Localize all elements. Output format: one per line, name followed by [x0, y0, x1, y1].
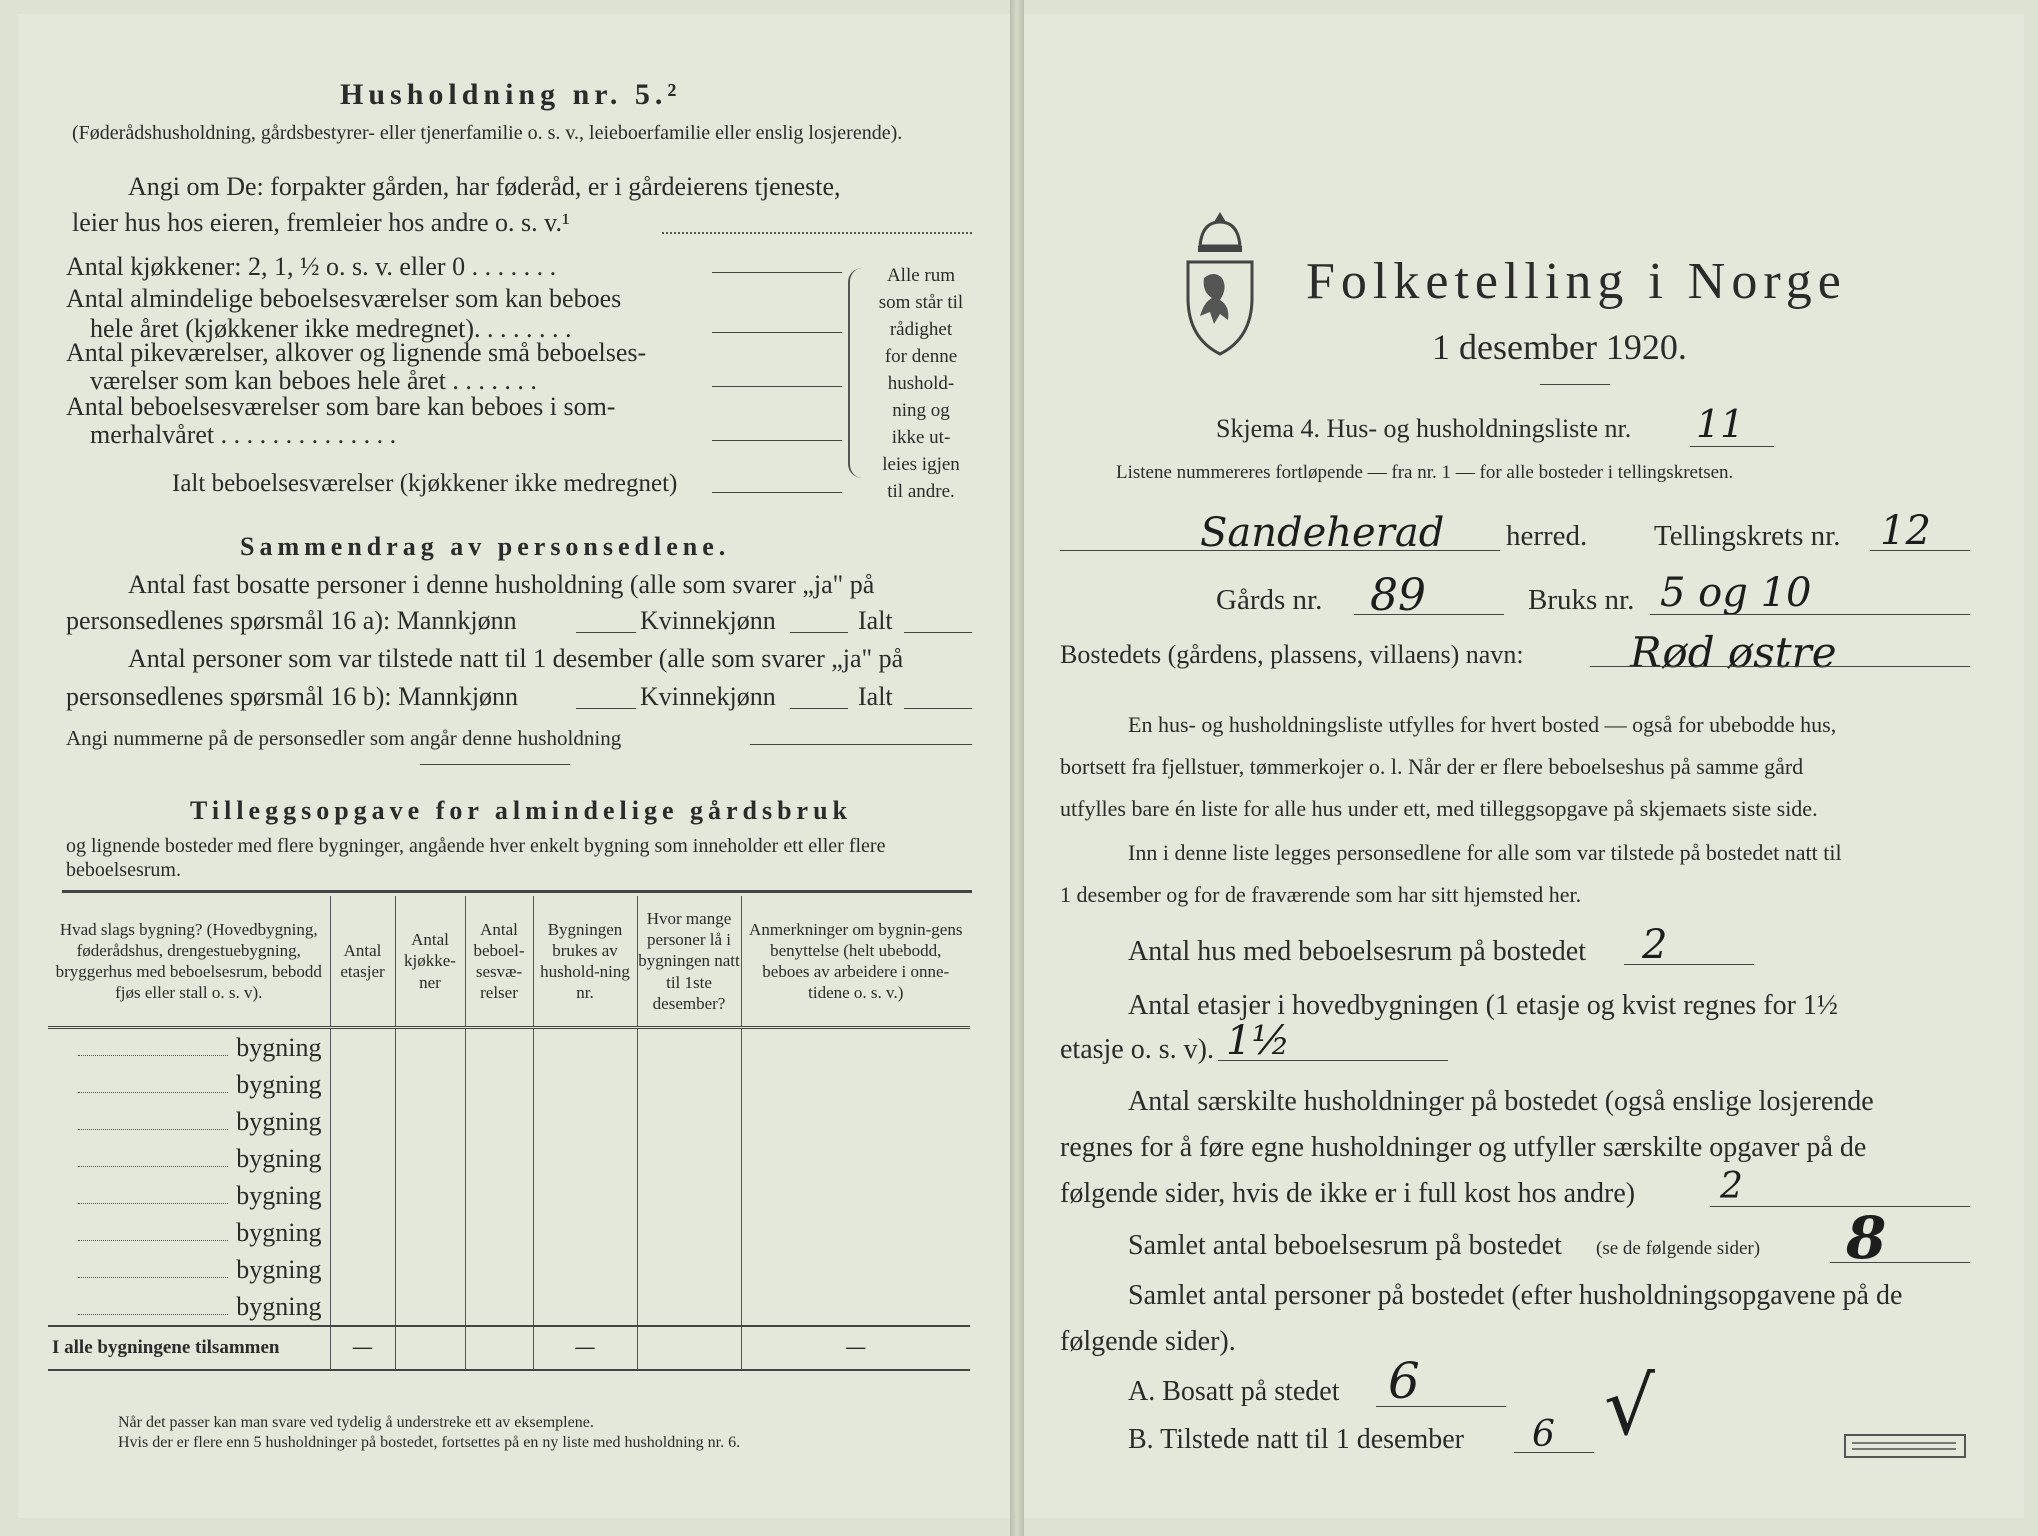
- hush-line2: regnes for å føre egne husholdninger og utfyller særskilte opgaver på de: [1060, 1132, 1867, 1163]
- building-cell: [533, 1103, 637, 1140]
- building-cell: [330, 1214, 395, 1251]
- krets-value: 12: [1880, 508, 1931, 554]
- building-row-label: [48, 1103, 330, 1140]
- building-cell: [395, 1028, 465, 1067]
- building-row: [48, 1177, 970, 1214]
- building-cell: [330, 1177, 395, 1214]
- alm-answer-line: [712, 332, 842, 333]
- brace-note-line: Alle rum: [886, 265, 956, 286]
- building-type-line: [78, 1314, 228, 1315]
- sammendrag-title: Sammendrag av personsedlene.: [240, 532, 731, 561]
- building-cell: [637, 1103, 741, 1140]
- building-cell: [741, 1140, 970, 1177]
- bosatt-line: [1376, 1406, 1506, 1407]
- building-cell: [330, 1140, 395, 1177]
- header-text: Hvor mange personer lå i bygningen natt til 1ste desember?: [638, 908, 740, 1013]
- building-row: [48, 1103, 970, 1140]
- hush-line3: følgende sider, hvis de ikke er i full kost hos andre): [1060, 1178, 1636, 1209]
- header-text: Antal beboel-sesvæ-relser: [473, 919, 525, 1003]
- etasjer-line1: Antal etasjer i hovedbygningen (1 etasje og kvist regnes for 1½: [1128, 990, 1838, 1021]
- herred-value: Sandeherad: [1200, 510, 1445, 556]
- header-text: Anmerkninger om bygnin-gens benyttelse (helt ubebodd, beboes av arbeidere i onne-tidene o. s. v.): [749, 919, 963, 1003]
- hush-value: 2: [1720, 1166, 1743, 1207]
- form-title: Folketelling i Norge: [1306, 253, 1847, 310]
- total-cell: [465, 1326, 533, 1370]
- building-row-label: [48, 1177, 330, 1214]
- building-type-line: [78, 1203, 228, 1204]
- para1-line3: utfylles bare én liste for alle hus under ett, med tilleggsopgave på skjemaets siste side.: [1060, 796, 1818, 821]
- tilstede-line: [1514, 1452, 1594, 1453]
- sommer-line-2: merhalvåret . . . . . . . . . . . . . .: [90, 420, 397, 449]
- brace-note-line: ikke ut-: [891, 427, 951, 448]
- samlet-pers-line2: følgende sider).: [1060, 1326, 1236, 1357]
- bygning-label: bygning: [236, 1143, 322, 1173]
- para1-line2: bortsett fra fjellstuer, tømmerkojer o. l. Når der er flere beboelseshus på samme gård: [1060, 754, 1804, 779]
- fast-ialt-line: [904, 632, 972, 633]
- etasjer-line2: etasje o. s. v).: [1060, 1034, 1214, 1065]
- col-header-kjokkener: [395, 896, 465, 1028]
- total-dash: —: [353, 1337, 372, 1358]
- total-cell: [330, 1326, 395, 1370]
- building-cell: [330, 1066, 395, 1103]
- samlet-rum-label: Samlet antal beboelsesrum på bostedet: [1128, 1230, 1562, 1261]
- samlet-rum-note: (se de følgende sider): [1596, 1238, 1761, 1259]
- building-cell: [465, 1066, 533, 1103]
- tillegg-note: og lignende bosteder med flere bygninger, angående hver enkelt bygning som inneholder ett eller flere beboelsesrum.: [66, 835, 886, 881]
- col-header-etasjer: [330, 896, 395, 1028]
- brace-note-line: som står til: [878, 292, 964, 313]
- building-type-line: [78, 1055, 228, 1056]
- para2-line1: Inn i denne liste legges personsedlene for alle som var tilstede på bostedet natt til: [1128, 840, 1842, 865]
- etasjer-line: [1218, 1060, 1448, 1061]
- building-cell: [533, 1140, 637, 1177]
- building-row-label: [48, 1066, 330, 1103]
- building-cell: [533, 1214, 637, 1251]
- ialt-answer-line: [712, 492, 842, 493]
- building-cell: [395, 1288, 465, 1326]
- building-table: [48, 896, 970, 1371]
- angi-line-1: Angi om De: forpakter gården, har føderåd, er i gårdeierens tjeneste,: [128, 172, 841, 201]
- printer-stamp-icon: [1844, 1434, 1966, 1458]
- building-row-label: [48, 1214, 330, 1251]
- building-cell: [395, 1066, 465, 1103]
- herred-line: [1060, 550, 1500, 551]
- building-cell: [465, 1214, 533, 1251]
- building-cell: [741, 1028, 970, 1067]
- building-cell: [330, 1103, 395, 1140]
- angi-answer-line: [662, 232, 972, 234]
- tilst-line-1: Antal personer som var tilstede natt til 1 desember (alle som svarer „ja" på: [128, 644, 904, 673]
- hus-value: 2: [1642, 922, 1668, 968]
- col-header-husholdning: [533, 896, 637, 1028]
- header-text: Hvad slags bygning? (Hovedbygning, føderådshus, drengestuebygning, bryggerhus med beboelsesrum, bebodd fjøs eller stall o. s. v).: [55, 919, 322, 1003]
- building-cell: [741, 1103, 970, 1140]
- nummer-answer-line: [750, 744, 972, 745]
- col-header-personer: [637, 896, 741, 1028]
- household-note: (Føderådshusholdning, gårdsbestyrer- eller tjenerfamilie o. s. v., leieboerfamilie eller enslig losjerende).: [72, 122, 903, 144]
- building-row-label: [48, 1251, 330, 1288]
- building-cell: [395, 1251, 465, 1288]
- alm-line-1: Antal almindelige beboelsesværelser som kan beboes: [66, 284, 622, 313]
- skjema-nr-line: [1690, 446, 1774, 447]
- bosatt-value: 6: [1388, 1352, 1420, 1410]
- header-text: Bygningen brukes av hushold-ning nr.: [540, 919, 630, 1003]
- brace-note-line: hushold-: [887, 373, 955, 394]
- col-header-anmerkninger: [741, 896, 970, 1028]
- building-cell: [395, 1214, 465, 1251]
- building-cell: [637, 1028, 741, 1067]
- samlet-rum-line: [1830, 1262, 1970, 1263]
- building-row: [48, 1251, 970, 1288]
- building-cell: [330, 1028, 395, 1067]
- col-header-bygning: [48, 896, 330, 1028]
- title-divider: [1540, 384, 1610, 385]
- hus-line: [1624, 964, 1754, 965]
- hush-line1: Antal særskilte husholdninger på bostedet (også enslige losjerende: [1128, 1086, 1874, 1117]
- krets-line: [1870, 550, 1970, 551]
- listene-note: Listene nummereres fortløpende — fra nr. 1 — for alle bosteder i tellingskretsen.: [1116, 462, 1734, 483]
- tillegg-title: Tilleggsopgave for almindelige gårdsbruk: [190, 796, 853, 825]
- tilst-ialt-line: [904, 708, 972, 709]
- building-type-line: [78, 1092, 228, 1093]
- building-cell: [637, 1140, 741, 1177]
- kjokken-answer-line: [712, 272, 842, 273]
- check-mark: √: [1604, 1360, 1655, 1453]
- pike-line-1: Antal pikeværelser, alkover og lignende små beboelses-: [66, 338, 647, 367]
- building-row: [48, 1214, 970, 1251]
- building-cell: [741, 1251, 970, 1288]
- total-label: [48, 1326, 330, 1370]
- building-cell: [465, 1288, 533, 1326]
- building-row: [48, 1066, 970, 1103]
- etasjer-value: 1½: [1226, 1018, 1291, 1064]
- household-title: Husholdning nr. 5.²: [340, 78, 682, 111]
- herred-label: herred.: [1506, 520, 1588, 552]
- bygning-label: bygning: [236, 1217, 322, 1247]
- page-gutter: [1010, 0, 1024, 1536]
- total-cell: [533, 1326, 637, 1370]
- building-row: [48, 1140, 970, 1177]
- total-label-text: I alle bygningene tilsammen: [52, 1337, 280, 1358]
- brace-note-line: for denne: [884, 346, 958, 367]
- building-type-line: [78, 1129, 228, 1130]
- building-cell: [330, 1251, 395, 1288]
- total-cell: [741, 1326, 970, 1370]
- footnote-2: Hvis der er flere enn 5 husholdninger på bostedet, fortsettes på en ny liste med husholdning nr. 6.: [118, 1434, 741, 1451]
- bruks-value: 5 og 10: [1660, 570, 1812, 616]
- building-cell: [741, 1177, 970, 1214]
- skjema-line: Skjema 4. Hus- og husholdningsliste nr.: [1216, 414, 1632, 443]
- brace-note: [866, 262, 976, 505]
- building-cell: [395, 1103, 465, 1140]
- gards-value: 89: [1370, 570, 1426, 621]
- bygning-label: bygning: [236, 1254, 322, 1284]
- alm-line-2: hele året (kjøkkener ikke medregnet). . . . . . . .: [90, 314, 572, 343]
- building-type-line: [78, 1240, 228, 1241]
- bygning-label: bygning: [236, 1069, 322, 1099]
- samlet-rum-value: 8: [1846, 1204, 1887, 1272]
- brace-note-line: rådighet: [889, 319, 953, 340]
- bruks-line: [1650, 614, 1970, 615]
- norway-coat-of-arms-icon: [1180, 208, 1260, 358]
- building-cell: [533, 1028, 637, 1067]
- building-cell: [395, 1140, 465, 1177]
- building-cell: [465, 1251, 533, 1288]
- tilst-line-2b: Kvinnekjønn: [640, 682, 776, 711]
- bygning-label: bygning: [236, 1180, 322, 1210]
- building-cell: [637, 1177, 741, 1214]
- gards-line: [1354, 614, 1504, 615]
- fast-mann-line: [576, 632, 636, 633]
- section-divider: [420, 764, 570, 765]
- total-cell: [637, 1326, 741, 1370]
- brace-note-line: leies igjen: [882, 454, 960, 475]
- fast-kvinne-line: [790, 632, 848, 633]
- building-cell: [533, 1066, 637, 1103]
- pike-answer-line: [712, 386, 842, 387]
- krets-label: Tellingskrets nr.: [1654, 520, 1841, 552]
- building-cell: [330, 1288, 395, 1326]
- gards-label: Gårds nr.: [1216, 584, 1323, 616]
- building-row-label: [48, 1288, 330, 1326]
- sommer-line-1: Antal beboelsesværelser som bare kan beboes i som-: [66, 392, 616, 421]
- para1-line1: En hus- og husholdningsliste utfylles for hvert bosted — også for ubebodde hus,: [1128, 712, 1837, 737]
- form-date: 1 desember 1920.: [1432, 327, 1687, 367]
- fast-line-2b: Kvinnekjønn: [640, 606, 776, 635]
- building-cell: [533, 1177, 637, 1214]
- kjokken-line: Antal kjøkkener: 2, 1, ½ o. s. v. eller 0 . . . . . . .: [66, 252, 557, 281]
- angi-line-2: leier hus hos eieren, fremleier hos andre o. s. v.¹: [72, 208, 570, 237]
- fast-line-1: Antal fast bosatte personer i denne husholdning (alle som svarer „ja" på: [128, 570, 875, 599]
- fast-line-2c: Ialt: [858, 606, 893, 635]
- tilst-mann-line: [576, 708, 636, 709]
- sommer-answer-line: [712, 440, 842, 441]
- para2-line2: 1 desember og for de fraværende som har sitt hjemsted her.: [1060, 882, 1582, 907]
- building-cell: [533, 1288, 637, 1326]
- hush-line: [1710, 1206, 1970, 1207]
- building-cell: [395, 1177, 465, 1214]
- header-text: Antal etasjer: [340, 940, 385, 981]
- bygning-label: bygning: [236, 1106, 322, 1136]
- samlet-pers-line1: Samlet antal personer på bostedet (efter husholdningsopgavene på de: [1128, 1280, 1903, 1311]
- total-dash: —: [846, 1337, 866, 1358]
- building-cell: [741, 1214, 970, 1251]
- tilst-line-2c: Ialt: [858, 682, 893, 711]
- tilstede-value: 6: [1532, 1414, 1555, 1455]
- total-row: [48, 1326, 970, 1370]
- col-header-beboelsesvaerelser: [465, 896, 533, 1028]
- building-cell: [637, 1214, 741, 1251]
- skjema-nr-value: 11: [1696, 402, 1745, 446]
- building-type-line: [78, 1166, 228, 1167]
- nummer-line: Angi nummerne på de personsedler som angår denne husholdning: [66, 726, 622, 750]
- footnote-1: Når det passer kan man svare ved tydelig å understreke ett av eksemplene.: [118, 1414, 594, 1431]
- building-cell: [741, 1288, 970, 1326]
- pike-line-2: værelser som kan beboes hele året . . . . . . .: [90, 366, 537, 395]
- total-cell: [395, 1326, 465, 1370]
- header-text: Antal kjøkke-ner: [404, 930, 456, 992]
- fast-line-2a: personsedlenes spørsmål 16 a): Mannkjønn: [66, 606, 517, 635]
- bosted-label: Bostedets (gårdens, plassens, villaens) navn:: [1060, 640, 1524, 669]
- building-row: [48, 1028, 970, 1067]
- brace-note-line: ning og: [892, 400, 950, 421]
- building-row-label: [48, 1028, 330, 1067]
- building-cell: [465, 1140, 533, 1177]
- bygning-label: bygning: [236, 1032, 322, 1062]
- building-type-line: [78, 1277, 228, 1278]
- bygning-label: bygning: [236, 1291, 322, 1321]
- tilst-line-2a: personsedlenes spørsmål 16 b): Mannkjønn: [66, 682, 519, 711]
- tilstede-label: B. Tilstede natt til 1 desember: [1128, 1424, 1464, 1455]
- building-cell: [637, 1251, 741, 1288]
- tilst-kvinne-line: [790, 708, 848, 709]
- hus-label: Antal hus med beboelsesrum på bostedet: [1128, 936, 1587, 967]
- table-top-rule: [62, 890, 972, 893]
- bosted-value: Rød østre: [1630, 628, 1837, 677]
- building-cell: [637, 1288, 741, 1326]
- building-cell: [637, 1066, 741, 1103]
- building-row: [48, 1288, 970, 1326]
- building-row-label: [48, 1140, 330, 1177]
- building-cell: [533, 1251, 637, 1288]
- total-dash: —: [575, 1337, 595, 1358]
- bosatt-label: A. Bosatt på stedet: [1128, 1376, 1340, 1407]
- building-cell: [741, 1066, 970, 1103]
- bruks-label: Bruks nr.: [1528, 584, 1635, 616]
- ialt-line: Ialt beboelsesværelser (kjøkkener ikke medregnet): [172, 470, 678, 497]
- building-cell: [465, 1028, 533, 1067]
- brace-note-line: til andre.: [887, 481, 955, 502]
- bosted-line: [1590, 666, 1970, 667]
- building-cell: [465, 1103, 533, 1140]
- building-cell: [465, 1177, 533, 1214]
